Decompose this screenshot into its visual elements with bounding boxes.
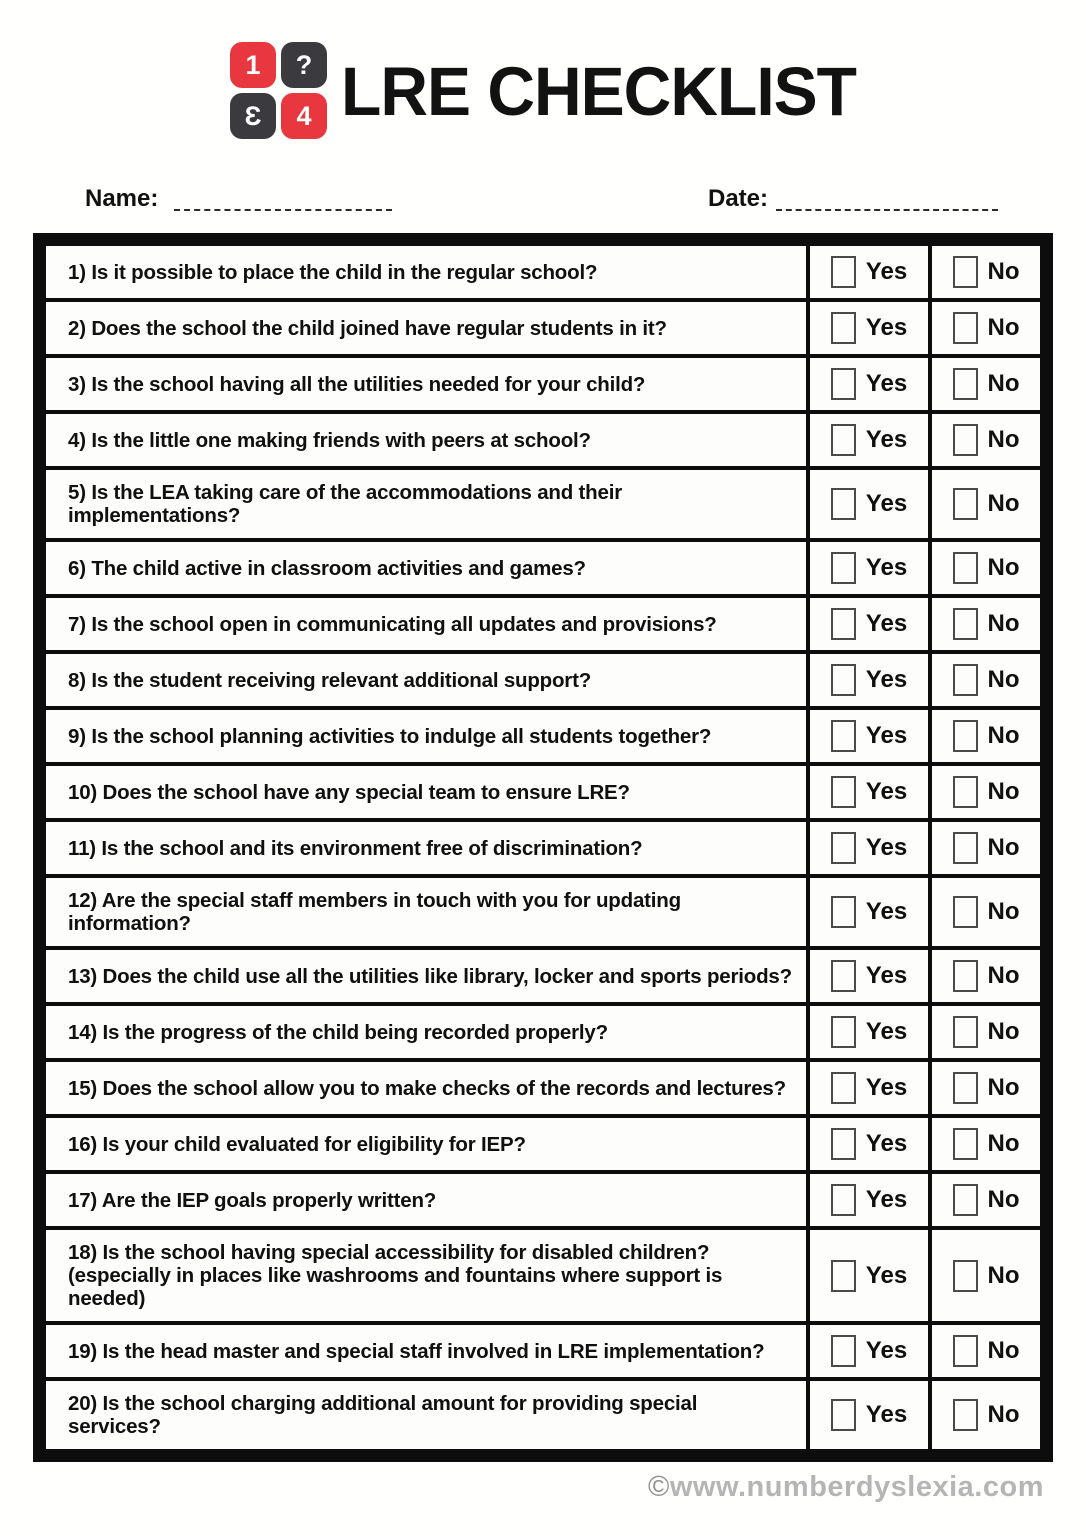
no-checkbox[interactable]: [953, 664, 978, 696]
no-label: No: [987, 314, 1020, 341]
no-cell: [930, 1172, 1042, 1228]
question-text: 6) The child active in classroom activities and games?: [44, 540, 808, 596]
yes-label: Yes: [865, 898, 908, 925]
yes-checkbox[interactable]: [831, 776, 856, 808]
question-text: 5) Is the LEA taking care of the accommodations and their implementations?: [44, 468, 808, 540]
yes-label: Yes: [865, 490, 908, 517]
question-text: 3) Is the school having all the utilities needed for your child?: [44, 356, 808, 412]
yes-cell: [808, 540, 930, 596]
table-row: [44, 356, 1042, 412]
no-checkbox[interactable]: [953, 1128, 978, 1160]
yes-label: Yes: [865, 1261, 908, 1289]
question-text: 10) Does the school have any special team to ensure LRE?: [44, 764, 808, 820]
no-cell: [930, 1060, 1042, 1116]
yes-label: Yes: [865, 1130, 908, 1157]
table-row: [44, 300, 1042, 356]
table-row: [44, 1116, 1042, 1172]
no-checkbox[interactable]: [953, 832, 978, 864]
logo-tile-4-icon: 4: [281, 93, 327, 139]
yes-cell: [808, 876, 930, 948]
logo-tile-1-icon: 1: [230, 42, 276, 88]
table-row: [44, 1323, 1042, 1379]
yes-label: Yes: [865, 666, 908, 693]
yes-checkbox[interactable]: [831, 832, 856, 864]
no-checkbox[interactable]: [953, 1016, 978, 1048]
yes-label: Yes: [865, 426, 908, 453]
no-label: No: [987, 370, 1020, 397]
no-label: No: [987, 610, 1020, 637]
question-text: 1) Is it possible to place the child in the regular school?: [44, 244, 808, 300]
no-cell: [930, 1323, 1042, 1379]
question-text: 12) Are the special staff members in touch with you for updating information?: [44, 876, 808, 948]
yes-cell: [808, 596, 930, 652]
question-text: 18) Is the school having special accessibility for disabled children? (especially in places like washrooms and fountains where support is needed): [44, 1228, 808, 1323]
no-cell: [930, 1228, 1042, 1323]
logo-tile-mirrored-3-icon: Ɛ: [230, 93, 276, 139]
table-row: [44, 1004, 1042, 1060]
footer-watermark: [0, 1471, 1086, 1504]
header: [0, 0, 1086, 139]
table-row: [44, 652, 1042, 708]
yes-checkbox[interactable]: [831, 1260, 856, 1292]
date-label: Date:: [707, 185, 768, 212]
question-text: 14) Is the progress of the child being recorded properly?: [44, 1004, 808, 1060]
question-text: 4) Is the little one making friends with peers at school?: [44, 412, 808, 468]
no-label: No: [987, 490, 1020, 517]
yes-checkbox[interactable]: [831, 960, 856, 992]
no-cell: [930, 948, 1042, 1004]
no-cell: [930, 412, 1042, 468]
no-checkbox[interactable]: [953, 1260, 978, 1292]
table-row: [44, 1060, 1042, 1116]
table-row: [44, 1172, 1042, 1228]
no-cell: [930, 468, 1042, 540]
no-cell: [930, 764, 1042, 820]
no-label: No: [987, 1261, 1020, 1289]
no-label: No: [987, 1074, 1020, 1101]
yes-label: Yes: [865, 834, 908, 861]
yes-cell: [808, 1172, 930, 1228]
checklist-table: [33, 233, 1053, 1462]
table-row: [44, 596, 1042, 652]
yes-label: Yes: [865, 722, 908, 749]
no-checkbox[interactable]: [953, 896, 978, 928]
no-label: No: [987, 1186, 1020, 1213]
yes-cell: [808, 1116, 930, 1172]
yes-checkbox[interactable]: [831, 368, 856, 400]
logo-tile-question-icon: ?: [281, 42, 327, 88]
no-cell: [930, 356, 1042, 412]
yes-checkbox[interactable]: [831, 256, 856, 288]
yes-checkbox[interactable]: [831, 424, 856, 456]
yes-label: Yes: [865, 370, 908, 397]
yes-label: Yes: [865, 962, 908, 989]
yes-cell: [808, 708, 930, 764]
question-text: 8) Is the student receiving relevant additional support?: [44, 652, 808, 708]
no-cell: [930, 708, 1042, 764]
table-row: [44, 820, 1042, 876]
no-label: No: [987, 1130, 1020, 1157]
yes-checkbox[interactable]: [831, 608, 856, 640]
yes-label: Yes: [865, 1074, 908, 1101]
yes-label: Yes: [865, 1337, 908, 1364]
logo: [230, 42, 327, 139]
yes-checkbox[interactable]: [831, 664, 856, 696]
no-checkbox[interactable]: [953, 776, 978, 808]
name-field-line[interactable]: [174, 205, 392, 211]
no-checkbox[interactable]: [953, 1072, 978, 1104]
date-field: [708, 187, 998, 211]
yes-checkbox[interactable]: [831, 1072, 856, 1104]
no-label: No: [987, 1401, 1020, 1428]
no-checkbox[interactable]: [953, 960, 978, 992]
yes-label: Yes: [865, 778, 908, 805]
no-cell: [930, 1116, 1042, 1172]
yes-cell: [808, 1228, 930, 1323]
no-checkbox[interactable]: [953, 368, 978, 400]
no-checkbox[interactable]: [953, 488, 978, 520]
page-title: LRE CHECKLIST: [341, 52, 856, 129]
no-label: No: [987, 666, 1020, 693]
question-text: 19) Is the head master and special staff involved in LRE implementation?: [44, 1323, 808, 1379]
yes-label: Yes: [865, 610, 908, 637]
yes-checkbox[interactable]: [831, 1128, 856, 1160]
footer-site-text: www.numberdyslexia.com: [669, 1471, 1044, 1503]
yes-cell: [808, 356, 930, 412]
no-cell: [930, 820, 1042, 876]
no-label: No: [987, 898, 1020, 925]
no-checkbox[interactable]: [953, 608, 978, 640]
table-row: [44, 468, 1042, 540]
question-text: 13) Does the child use all the utilities like library, locker and sports periods?: [44, 948, 808, 1004]
no-cell: [930, 540, 1042, 596]
table-row: [44, 1379, 1042, 1451]
yes-cell: [808, 652, 930, 708]
date-field-line[interactable]: [776, 205, 998, 211]
no-cell: [930, 1379, 1042, 1451]
no-label: No: [987, 778, 1020, 805]
no-label: No: [987, 962, 1020, 989]
no-cell: [930, 244, 1042, 300]
yes-label: Yes: [865, 554, 908, 581]
table-row: [44, 540, 1042, 596]
yes-label: Yes: [865, 1401, 908, 1428]
table-row: [44, 876, 1042, 948]
no-label: No: [987, 1018, 1020, 1045]
no-checkbox[interactable]: [953, 1399, 978, 1431]
no-label: No: [987, 834, 1020, 861]
checklist-rows: [44, 244, 1042, 1451]
name-field: [85, 187, 392, 211]
no-checkbox[interactable]: [953, 1335, 978, 1367]
question-text: 16) Is your child evaluated for eligibility for IEP?: [44, 1116, 808, 1172]
no-cell: [930, 876, 1042, 948]
yes-checkbox[interactable]: [831, 488, 856, 520]
question-text: 7) Is the school open in communicating all updates and provisions?: [44, 596, 808, 652]
yes-label: Yes: [865, 1186, 908, 1213]
no-checkbox[interactable]: [953, 552, 978, 584]
yes-checkbox[interactable]: [831, 552, 856, 584]
no-label: No: [987, 722, 1020, 749]
no-checkbox[interactable]: [953, 720, 978, 752]
no-checkbox[interactable]: [953, 256, 978, 288]
table-row: [44, 948, 1042, 1004]
no-label: No: [987, 426, 1020, 453]
yes-label: Yes: [865, 258, 908, 285]
yes-cell: [808, 764, 930, 820]
table-row: [44, 244, 1042, 300]
yes-checkbox[interactable]: [831, 1399, 856, 1431]
yes-cell: [808, 468, 930, 540]
no-cell: [930, 652, 1042, 708]
yes-cell: [808, 820, 930, 876]
question-text: 2) Does the school the child joined have regular students in it?: [44, 300, 808, 356]
yes-checkbox[interactable]: [831, 720, 856, 752]
yes-cell: [808, 1060, 930, 1116]
yes-cell: [808, 1323, 930, 1379]
yes-checkbox[interactable]: [831, 312, 856, 344]
no-cell: [930, 596, 1042, 652]
table-row: [44, 1228, 1042, 1323]
yes-checkbox[interactable]: [831, 1016, 856, 1048]
yes-cell: [808, 1004, 930, 1060]
table-row: [44, 412, 1042, 468]
yes-checkbox[interactable]: [831, 896, 856, 928]
name-date-row: [85, 187, 998, 211]
yes-checkbox[interactable]: [831, 1335, 856, 1367]
yes-cell: [808, 948, 930, 1004]
no-checkbox[interactable]: [953, 312, 978, 344]
question-text: 17) Are the IEP goals properly written?: [44, 1172, 808, 1228]
no-cell: [930, 300, 1042, 356]
no-label: No: [987, 258, 1020, 285]
table-row: [44, 708, 1042, 764]
no-cell: [930, 1004, 1042, 1060]
no-checkbox[interactable]: [953, 424, 978, 456]
yes-checkbox[interactable]: [831, 1184, 856, 1216]
no-label: No: [987, 554, 1020, 581]
question-text: 20) Is the school charging additional amount for providing special services?: [44, 1379, 808, 1451]
question-text: 11) Is the school and its environment free of discrimination?: [44, 820, 808, 876]
no-checkbox[interactable]: [953, 1184, 978, 1216]
yes-label: Yes: [865, 314, 908, 341]
yes-cell: [808, 300, 930, 356]
yes-label: Yes: [865, 1018, 908, 1045]
copyright-icon: ©: [647, 1471, 670, 1503]
yes-cell: [808, 412, 930, 468]
question-text: 9) Is the school planning activities to indulge all students together?: [44, 708, 808, 764]
yes-cell: [808, 1379, 930, 1451]
no-label: No: [987, 1337, 1020, 1364]
name-label: Name:: [85, 185, 159, 212]
yes-cell: [808, 244, 930, 300]
question-text: 15) Does the school allow you to make checks of the records and lectures?: [44, 1060, 808, 1116]
table-row: [44, 764, 1042, 820]
